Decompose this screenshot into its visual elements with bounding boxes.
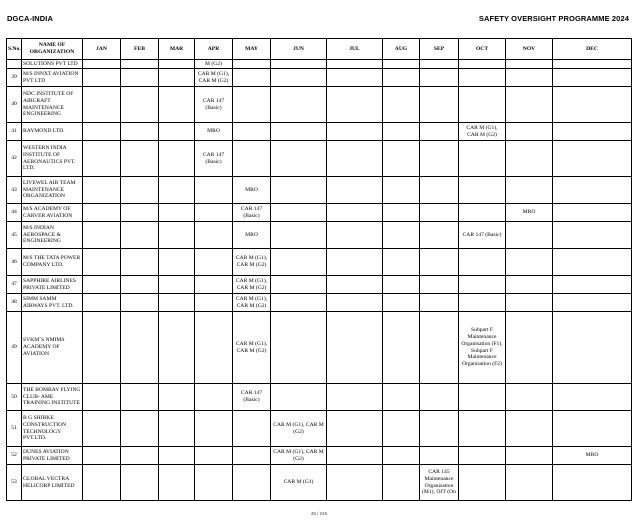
month-cell (195, 276, 233, 294)
month-cell: CAR 147 (Basic) (459, 222, 506, 249)
month-cell (83, 141, 121, 177)
table-row (7, 177, 632, 204)
serial-number: 52 (7, 447, 22, 465)
serial-number: 50 (7, 384, 22, 411)
month-cell (159, 249, 195, 276)
month-cell (553, 87, 632, 123)
month-cell (459, 87, 506, 123)
column-header: JAN (83, 39, 121, 60)
month-cell (233, 447, 271, 465)
month-cell (383, 177, 420, 204)
month-cell (121, 465, 159, 501)
column-header: S.No. (7, 39, 22, 60)
organization-name: DUNES AVIATION PRIVATE LIMITED (22, 447, 83, 465)
month-cell (233, 465, 271, 501)
month-cell (159, 87, 195, 123)
month-cell (459, 141, 506, 177)
organization-name: SIMM SAMM AIRWAYS PVT. LTD. (22, 294, 83, 312)
month-cell (459, 411, 506, 447)
month-cell (553, 249, 632, 276)
month-cell (327, 123, 383, 141)
month-cell (383, 60, 420, 69)
month-cell (159, 69, 195, 87)
month-cell (383, 465, 420, 501)
month-cell (420, 312, 459, 384)
organization-name: M/S INNXT AVIATION PVT LTD (22, 69, 83, 87)
month-cell (420, 249, 459, 276)
month-cell (271, 276, 327, 294)
month-cell (553, 204, 632, 222)
serial-number: 42 (7, 141, 22, 177)
organization-name: GLOBAL VECTRA HELICORP LIMITED (22, 465, 83, 501)
month-cell (159, 177, 195, 204)
month-cell (83, 312, 121, 384)
month-cell (121, 411, 159, 447)
month-cell (506, 294, 553, 312)
serial-number: 41 (7, 123, 22, 141)
month-cell (459, 447, 506, 465)
column-header: NAME OF ORGANIZATION (22, 39, 83, 60)
month-cell (553, 177, 632, 204)
month-cell (420, 141, 459, 177)
month-cell (195, 204, 233, 222)
month-cell (271, 177, 327, 204)
month-cell (327, 204, 383, 222)
month-cell (159, 276, 195, 294)
month-cell (383, 249, 420, 276)
month-cell: CAR M (G1) (271, 465, 327, 501)
table-row (7, 276, 632, 294)
month-cell (159, 204, 195, 222)
table-row (7, 294, 632, 312)
month-cell (271, 69, 327, 87)
month-cell (506, 465, 553, 501)
month-cell (271, 87, 327, 123)
month-cell (383, 222, 420, 249)
month-cell (195, 411, 233, 447)
month-cell (121, 177, 159, 204)
month-cell (383, 141, 420, 177)
serial-number: 48 (7, 294, 22, 312)
header-left-title: DGCA-INDIA (7, 14, 53, 23)
month-cell (327, 276, 383, 294)
table-row (7, 411, 632, 447)
page-number: 49 / 246 (310, 511, 328, 516)
month-cell (459, 249, 506, 276)
organization-name: M/S THE TATA POWER COMPANY LTD. (22, 249, 83, 276)
month-cell (83, 411, 121, 447)
month-cell: Subpart F Maintenance Organisation (F1), Subpart F Maintenance Organisation (F2) (459, 312, 506, 384)
month-cell (506, 60, 553, 69)
month-cell (383, 276, 420, 294)
month-cell (420, 123, 459, 141)
month-cell (553, 276, 632, 294)
serial-number: 51 (7, 411, 22, 447)
month-cell (233, 141, 271, 177)
month-cell (327, 141, 383, 177)
month-cell (159, 222, 195, 249)
month-cell (83, 123, 121, 141)
month-cell (553, 69, 632, 87)
organization-name: WESTERN INDIA INSTITUTE OF AERONAUTICS PVT. LTD. (22, 141, 83, 177)
month-cell (159, 141, 195, 177)
month-cell (383, 123, 420, 141)
month-cell (271, 60, 327, 69)
month-cell (159, 384, 195, 411)
month-cell (327, 249, 383, 276)
month-cell (420, 60, 459, 69)
month-cell (121, 276, 159, 294)
month-cell (327, 384, 383, 411)
month-cell: CAR 147 (Basic) (233, 204, 271, 222)
column-header: JUN (271, 39, 327, 60)
month-cell (271, 384, 327, 411)
month-cell (121, 123, 159, 141)
month-cell (271, 141, 327, 177)
month-cell (459, 384, 506, 411)
month-cell (195, 465, 233, 501)
month-cell (506, 312, 553, 384)
month-cell (195, 177, 233, 204)
month-cell (553, 222, 632, 249)
serial-number: 39 (7, 69, 22, 87)
month-cell (83, 204, 121, 222)
month-cell (327, 411, 383, 447)
month-cell (195, 294, 233, 312)
month-cell (383, 87, 420, 123)
column-header: OCT (459, 39, 506, 60)
table-row (7, 60, 632, 69)
month-cell: M (G2) (195, 60, 233, 69)
month-cell (420, 69, 459, 87)
month-cell: CAR 147 (Basic) (195, 87, 233, 123)
month-cell (195, 222, 233, 249)
month-cell (271, 123, 327, 141)
month-cell (506, 141, 553, 177)
month-cell (506, 87, 553, 123)
month-cell (159, 312, 195, 384)
month-cell (327, 177, 383, 204)
month-cell (83, 276, 121, 294)
month-cell (159, 411, 195, 447)
month-cell (459, 276, 506, 294)
month-cell (271, 222, 327, 249)
month-cell (121, 312, 159, 384)
month-cell (327, 222, 383, 249)
column-header: SEP (420, 39, 459, 60)
month-cell (553, 141, 632, 177)
month-cell: CAR 147 (Basic) (195, 141, 233, 177)
month-cell (327, 465, 383, 501)
header-right-title: SAFETY OVERSIGHT PROGRAMME 2024 (478, 14, 629, 23)
column-header: MAY (233, 39, 271, 60)
month-cell (121, 69, 159, 87)
organization-name: SAPPHIRE AIRLINES PRIVATE LIMITED (22, 276, 83, 294)
month-cell (83, 447, 121, 465)
month-cell (121, 204, 159, 222)
table-row (7, 87, 632, 123)
month-cell (159, 123, 195, 141)
table-row (7, 222, 632, 249)
month-cell (83, 465, 121, 501)
month-cell: CAR M (G1), CAR M (G2) (459, 123, 506, 141)
month-cell (195, 447, 233, 465)
month-cell (553, 294, 632, 312)
serial-number (7, 60, 22, 69)
month-cell (506, 411, 553, 447)
month-cell (506, 177, 553, 204)
month-cell (327, 312, 383, 384)
month-cell (383, 69, 420, 87)
table-row (7, 447, 632, 465)
month-cell (420, 447, 459, 465)
month-cell (83, 384, 121, 411)
month-cell (121, 384, 159, 411)
organization-name: B G SHIRKE CONSTRUCTION TECHNOLOGY PVT.LTD. (22, 411, 83, 447)
organization-name: NDC INSTITUTE OF AIRCRAFT MAINTENANCE ENGINEERING (22, 87, 83, 123)
month-cell (121, 222, 159, 249)
month-cell (233, 411, 271, 447)
month-cell (83, 294, 121, 312)
month-cell (83, 222, 121, 249)
organization-name: M/S ACADEMY OF CARVER AVIATION (22, 204, 83, 222)
month-cell (159, 294, 195, 312)
month-cell (383, 312, 420, 384)
month-cell (459, 204, 506, 222)
month-cell (271, 204, 327, 222)
column-header: APR (195, 39, 233, 60)
month-cell (271, 249, 327, 276)
month-cell (121, 249, 159, 276)
month-cell (420, 384, 459, 411)
serial-number: 46 (7, 249, 22, 276)
month-cell (553, 312, 632, 384)
month-cell (121, 60, 159, 69)
month-cell (383, 411, 420, 447)
month-cell (121, 447, 159, 465)
table-row (7, 249, 632, 276)
month-cell (271, 294, 327, 312)
month-cell (383, 447, 420, 465)
month-cell (121, 141, 159, 177)
month-cell (506, 222, 553, 249)
month-cell (506, 447, 553, 465)
month-cell (553, 123, 632, 141)
column-header: NOV (506, 39, 553, 60)
month-cell (159, 447, 195, 465)
month-cell (506, 123, 553, 141)
table-row (7, 123, 632, 141)
month-cell (506, 276, 553, 294)
month-cell: CAR M (G1), CAR M (G2) (271, 447, 327, 465)
table-row (7, 141, 632, 177)
month-cell (506, 384, 553, 411)
month-cell: CAR 147 (Basic) (233, 384, 271, 411)
month-cell (83, 60, 121, 69)
month-cell (420, 222, 459, 249)
month-cell: CAR M (G1), CAR M (G2) (233, 249, 271, 276)
month-cell (83, 249, 121, 276)
month-cell (233, 60, 271, 69)
month-cell (506, 69, 553, 87)
month-cell (233, 69, 271, 87)
month-cell (233, 87, 271, 123)
month-cell (327, 60, 383, 69)
month-cell (459, 60, 506, 69)
month-cell (327, 69, 383, 87)
month-cell (121, 87, 159, 123)
serial-number: 47 (7, 276, 22, 294)
table-row (7, 69, 632, 87)
serial-number: 45 (7, 222, 22, 249)
month-cell (553, 60, 632, 69)
column-header: AUG (383, 39, 420, 60)
month-cell (83, 87, 121, 123)
month-cell: CAR M (G1), CAR M (G2) (233, 276, 271, 294)
table-row (7, 312, 632, 384)
month-cell (459, 69, 506, 87)
month-cell (383, 294, 420, 312)
month-cell (83, 69, 121, 87)
month-cell: CAR M (G1), CAR M (G2) (195, 69, 233, 87)
month-cell (383, 204, 420, 222)
serial-number: 49 (7, 312, 22, 384)
month-cell (327, 447, 383, 465)
month-cell (327, 294, 383, 312)
month-cell (420, 177, 459, 204)
month-cell (420, 276, 459, 294)
month-cell (420, 411, 459, 447)
month-cell (121, 294, 159, 312)
organization-name: SOLUTIONS PVT LTD (22, 60, 83, 69)
month-cell (195, 249, 233, 276)
month-cell: MRO (233, 177, 271, 204)
month-cell (233, 123, 271, 141)
month-cell (159, 60, 195, 69)
month-cell (195, 384, 233, 411)
serial-number: 43 (7, 177, 22, 204)
organization-name: SVKM`S NMIMS ACADEMY OF AVIATION (22, 312, 83, 384)
month-cell: MRO (506, 204, 553, 222)
organization-name: THE BOMBAY FLYING CLUB- AME TRAINING INSTITUTE (22, 384, 83, 411)
month-cell (553, 411, 632, 447)
serial-number: 53 (7, 465, 22, 501)
month-cell (327, 87, 383, 123)
month-cell: CAR M (G1), CAR M (G2) (233, 294, 271, 312)
column-header: DEC (553, 39, 632, 60)
month-cell (420, 204, 459, 222)
month-cell (159, 465, 195, 501)
oversight-table (6, 38, 632, 501)
column-header: MAR (159, 39, 195, 60)
organization-name: M/S INDIAN AEROSPACE & ENGINEERING (22, 222, 83, 249)
organization-name: RAYMOND LTD. (22, 123, 83, 141)
month-cell (506, 249, 553, 276)
month-cell (553, 384, 632, 411)
month-cell (271, 312, 327, 384)
serial-number: 40 (7, 87, 22, 123)
month-cell (459, 465, 506, 501)
organization-name: LIVEWEL AIR TEAM MAINTENANCE ORGANIZATION (22, 177, 83, 204)
column-header: JUL (327, 39, 383, 60)
month-cell: MRO (553, 447, 632, 465)
month-cell: MRO (195, 123, 233, 141)
month-cell (195, 312, 233, 384)
month-cell: CAR 145 Maintenance Organisation (M1), OJT (On (420, 465, 459, 501)
month-cell (459, 294, 506, 312)
table-header-row (7, 39, 632, 60)
month-cell: MRO (233, 222, 271, 249)
column-header: FEB (121, 39, 159, 60)
table-row (7, 204, 632, 222)
month-cell (459, 177, 506, 204)
month-cell: CAR M (G1), CAR M (G2) (271, 411, 327, 447)
serial-number: 44 (7, 204, 22, 222)
month-cell (553, 465, 632, 501)
month-cell (420, 87, 459, 123)
month-cell (83, 177, 121, 204)
month-cell (420, 294, 459, 312)
month-cell (383, 384, 420, 411)
month-cell: CAR M (G1), CAR M (G2) (233, 312, 271, 384)
table-row (7, 465, 632, 501)
table-row (7, 384, 632, 411)
